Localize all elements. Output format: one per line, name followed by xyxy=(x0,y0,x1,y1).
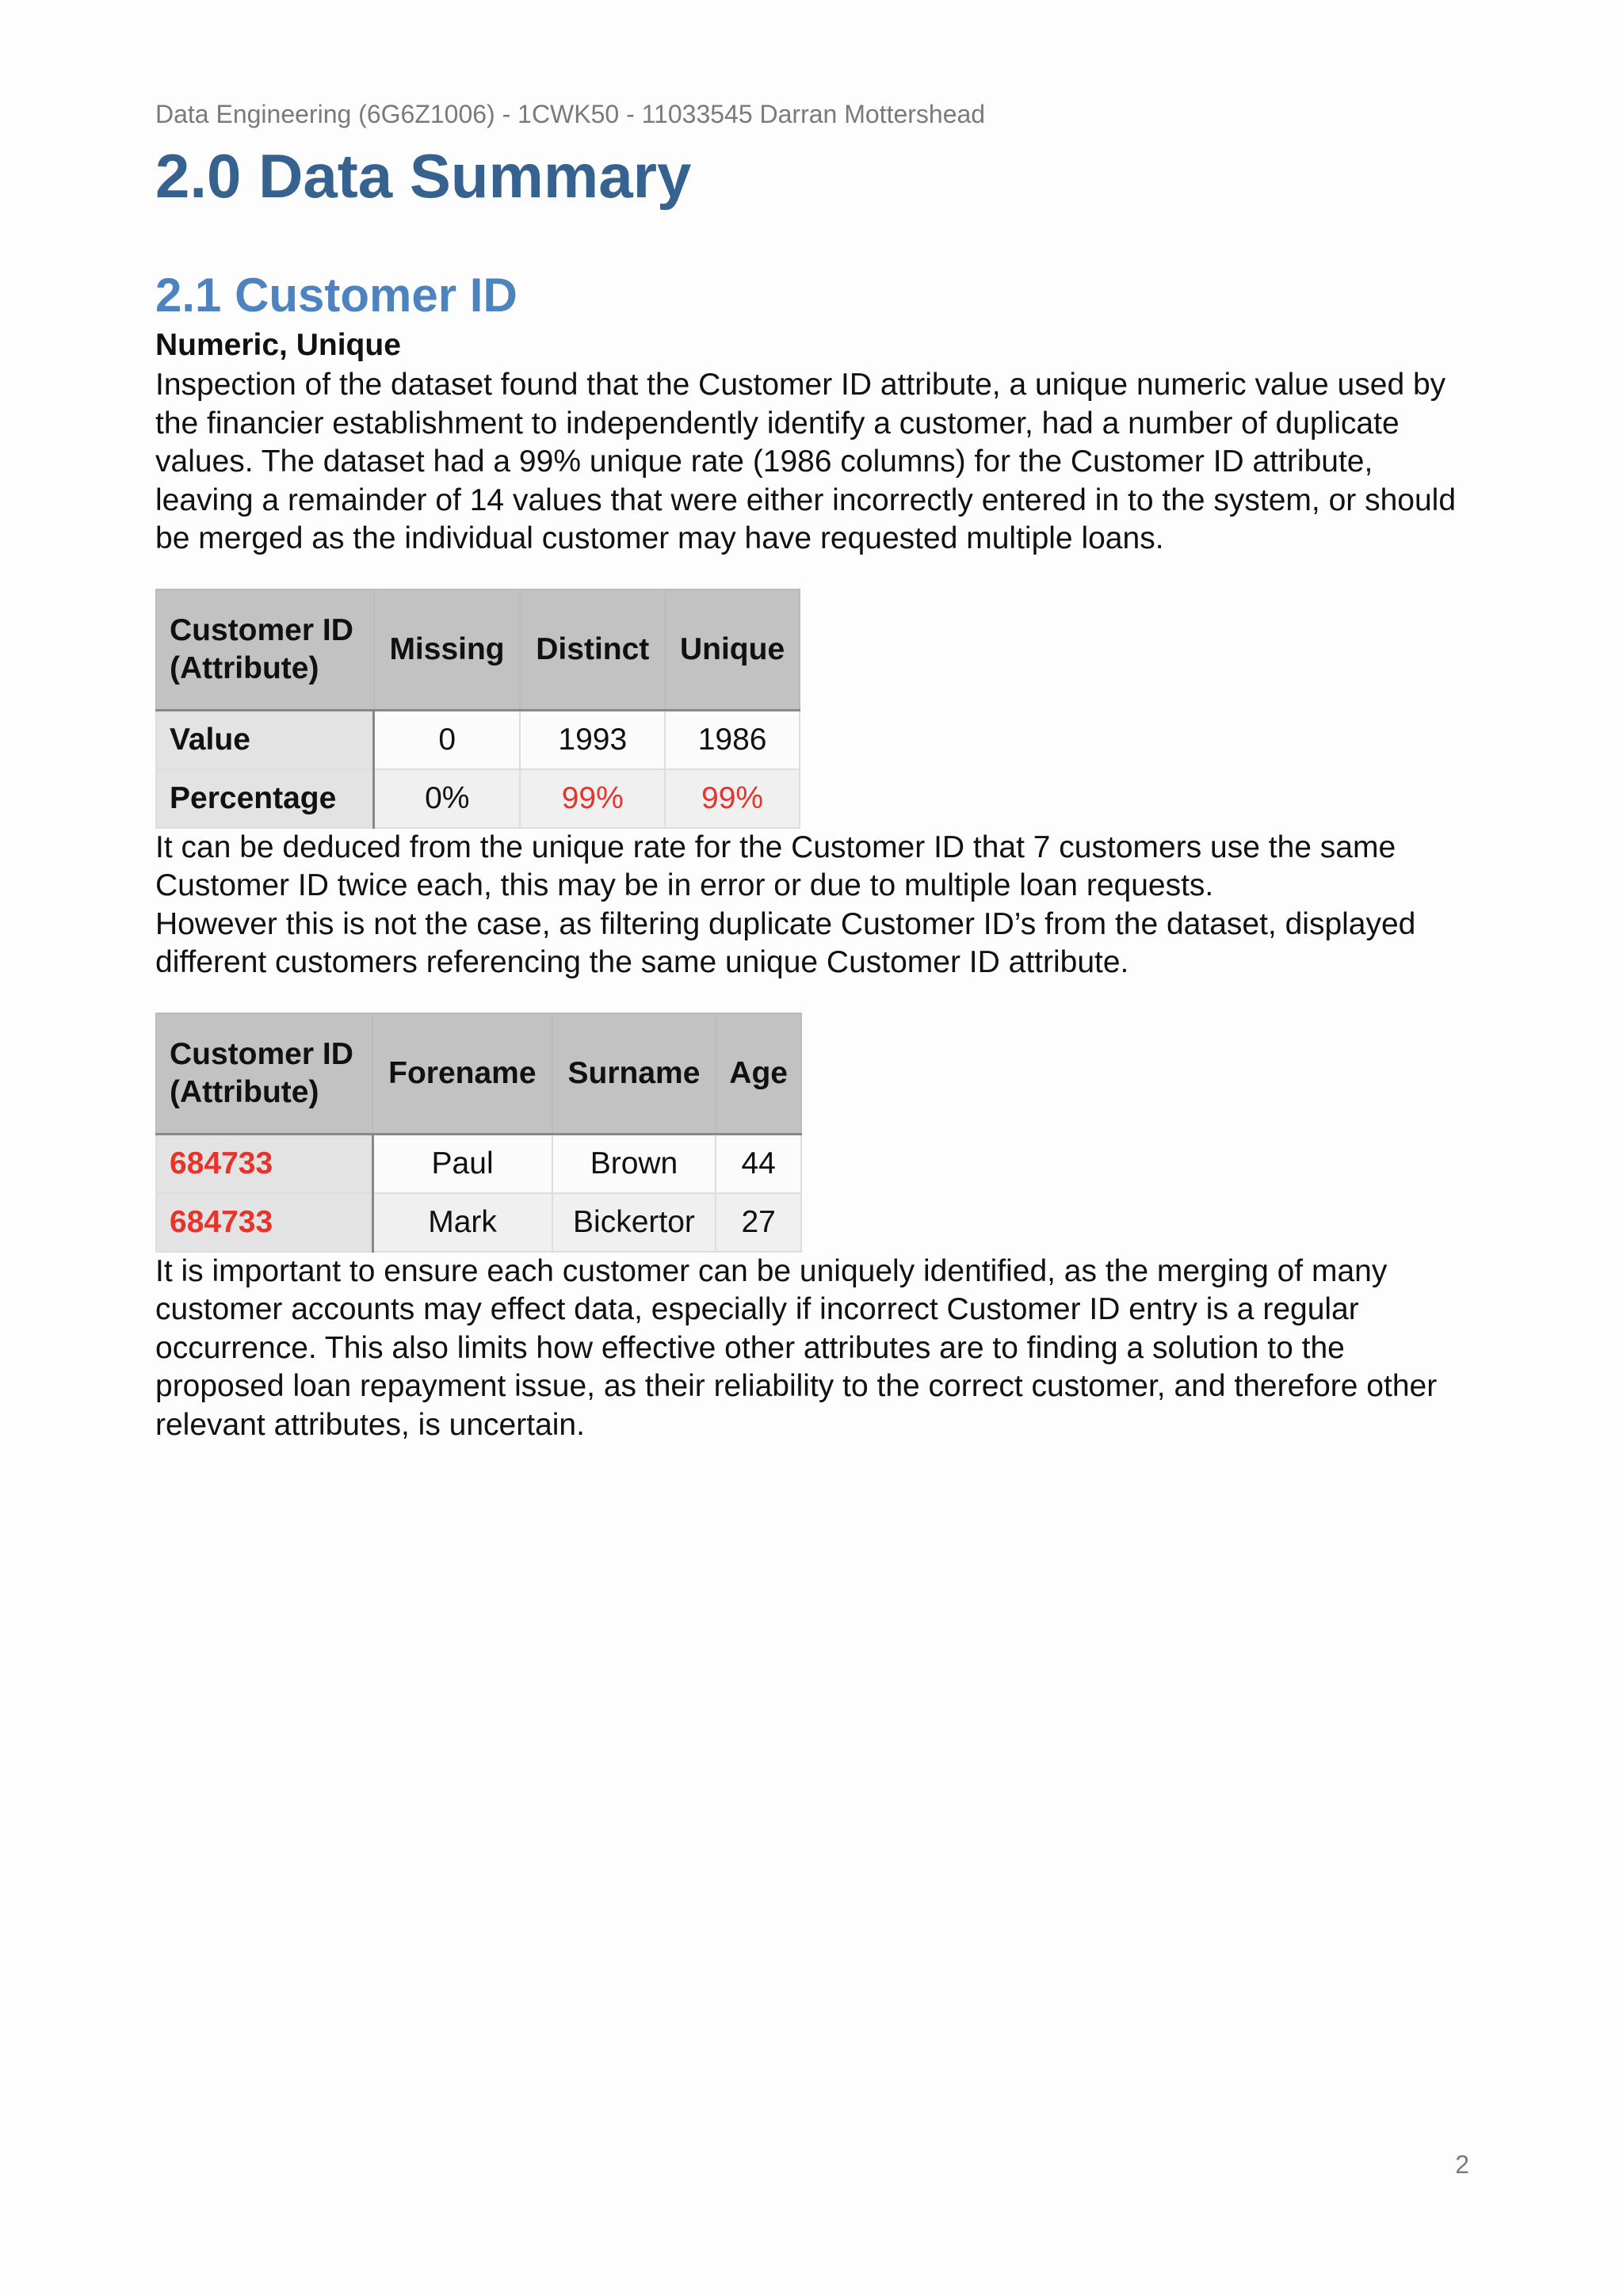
cell-age: 44 xyxy=(716,1134,801,1193)
table-row xyxy=(156,1193,801,1252)
column-header-attribute xyxy=(156,589,374,711)
paragraph-however: However this is not the case, as filtering duplicate Customer ID’s from the dataset, displayed different customers referencing the same unique Customer ID attribute. xyxy=(155,906,1416,979)
cell-customer-id: 684733 xyxy=(156,1193,372,1252)
attribute-type: Numeric, Unique xyxy=(155,328,401,362)
cell-customer-id: 684733 xyxy=(156,1134,372,1193)
table-header-row xyxy=(156,589,800,711)
column-header-surname: Surname xyxy=(552,1013,716,1135)
customer-id-stats-table xyxy=(155,589,800,829)
column-header-age: Age xyxy=(716,1013,801,1135)
section-title: 2.0 Data Summary xyxy=(155,141,692,211)
table-row xyxy=(156,710,800,769)
cell-unique-value: 1986 xyxy=(665,710,800,769)
header-attribute-line2: (Attribute) xyxy=(170,1074,319,1109)
header-attribute-line1: Customer ID xyxy=(170,612,353,647)
cell-distinct-percentage: 99% xyxy=(520,769,665,828)
header-attribute-line1: Customer ID xyxy=(170,1036,353,1071)
table-row xyxy=(156,1134,801,1193)
cell-unique-percentage: 99% xyxy=(665,769,800,828)
cell-distinct-value: 1993 xyxy=(520,710,665,769)
cell-forename: Mark xyxy=(372,1193,552,1252)
column-header-attribute xyxy=(156,1013,372,1135)
table-header-row xyxy=(156,1013,801,1135)
page-number: 2 xyxy=(1455,2150,1469,2179)
document-page xyxy=(155,97,1471,1444)
cell-age: 27 xyxy=(716,1193,801,1252)
cell-missing-value: 0 xyxy=(374,710,521,769)
column-header-forename: Forename xyxy=(372,1013,552,1135)
table-row xyxy=(156,769,800,828)
cell-forename: Paul xyxy=(372,1134,552,1193)
cell-surname: Bickertor xyxy=(552,1193,716,1252)
paragraph-inspection: Inspection of the dataset found that the Customer ID attribute, a unique numeric value used by the financier establishment to independently identify a customer, had a number of duplicate values. The dataset had a 99% unique rate (1986 columns) for the Customer ID attribute, leaving a remainder of 14 values that were either incorrectly entered in to the system, or should be merged as the individual customer may have requested multiple loans. xyxy=(155,368,1457,555)
header-attribute-line2: (Attribute) xyxy=(170,650,319,685)
paragraph-deduction: It can be deduced from the unique rate for the Customer ID that 7 customers use the same Customer ID twice each, this may be in error or due to multiple loan requests. xyxy=(155,830,1396,902)
column-header-distinct: Distinct xyxy=(520,589,665,711)
cell-surname: Brown xyxy=(552,1134,716,1193)
running-header: Data Engineering (6G6Z1006) - 1CWK50 - 11033545 Darran Mottershead xyxy=(155,100,986,128)
subsection-title: 2.1 Customer ID xyxy=(155,269,517,322)
cell-missing-percentage: 0% xyxy=(374,769,521,828)
row-label-percentage: Percentage xyxy=(156,769,374,828)
column-header-missing: Missing xyxy=(374,589,521,711)
column-header-unique: Unique xyxy=(665,589,800,711)
paragraph-importance: It is important to ensure each customer can be uniquely identified, as the merging of many customer accounts may effect data, especially if incorrect Customer ID entry is a regular occurrence. This also limits how effective other attributes are to finding a solution to the proposed loan repayment issue, as their reliability to the correct customer, and therefore other relevant attributes, is uncertain. xyxy=(155,1253,1438,1442)
duplicate-customers-table xyxy=(155,1013,802,1253)
row-label-value: Value xyxy=(156,710,374,769)
